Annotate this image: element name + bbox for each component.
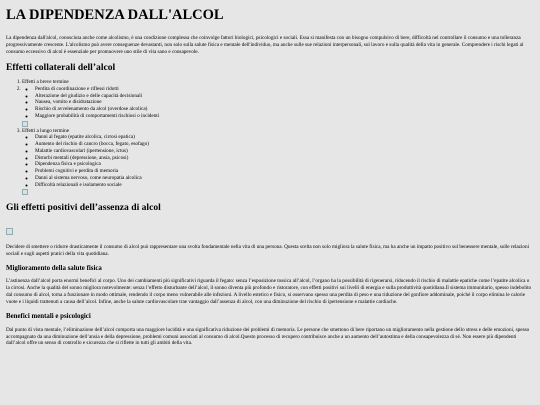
list-item — [22, 128, 534, 197]
list-item: ◦ Disturbi mentali (depressione, ansia, psicosi) — [35, 155, 534, 162]
broken-image-icon — [22, 121, 28, 127]
list-item: ◦ Rischio di avvelenamento da alcol (overdose alcolica) — [35, 106, 534, 113]
broken-image-icon — [22, 189, 28, 195]
intro-paragraph: La dipendenza dall'alcol, conosciuta anche come alcolismo, è una condizione complessa che coinvolge fattori biologici, psicologici e sociali. Essa si manifesta con un bisogno compulsivo di bere, difficoltà nel controllare il consumo e una tolleranza progressivamente crescente. L'alcolismo può avere conseguenze devastanti, non solo sulla salute fisica e mentale dell'individuo, ma anche sulle sue relazioni interpersonali, sul lavoro e sulla qualità della vita in generale. Comprendere i rischi legati al consumo eccessivo di alcol è essenziale per promuovere uno stile di vita sano e consapevole. — [6, 34, 524, 55]
list-item: ◦ Alterazione del giudizio e delle capacità decisionali — [35, 93, 534, 100]
physical-health-paragraph: L’astinenza dall’alcol porta enormi benefici al corpo. Uno dei cambiamenti più significativi riguarda il fegato: senza l’esposizione tossica all’alcol, l’organo ha la possibilità di rigenerarsi, riducendo il rischio di malattie epatiche come l’epatite alcolica o la cirrosi. Anche la qualità del sonno migliora notevolmente: senza l’effetto disturbante dell’alcol, il sonno diventa più profondo e ristoratore, con effetti positivi sui livelli di energia e sulla produttività quotidiana.Il sistema immunitario, spesso indebolito dal consumo di alcol, torna a funzionare in modo ottimale, rendendo il corpo meno vulnerabile alle infezioni. A livello estetico e fisico, si osservano spesso una perdita di peso e una riduzione del gonfiore addominale, poiché il corpo elimina le calorie vuote e i liquidi trattenuti a causa dell’alcol. Infine, anche la salute cardiovascolare trae vantaggio dall’assenza di alcol, con una diminuzione del rischio di ipertensione e malattie cardiache. — [6, 278, 532, 306]
list-item: ◦ Maggiore probabilità di comportamenti rischiosi o incidenti — [35, 113, 534, 120]
short-term-label: Effetti a breve termine — [22, 79, 69, 86]
list-item: ◦ Aumento del rischio di cancro (bocca, fegato, esofago) — [35, 141, 534, 148]
long-term-list — [22, 134, 534, 188]
list-item — [22, 79, 534, 86]
page-title: LA DIPENDENZA DALL'ALCOL — [6, 7, 224, 23]
list-item: ◦ Danni al fegato (epatite alcolica, cirrosi epatica) — [35, 134, 534, 141]
mental-benefits-paragraph: Dal punto di vista mentale, l’eliminazione dell’alcol comporta una maggiore lucidità e una significativa riduzione dei problemi di memoria. Le persone che smettono di bere riportano un miglioramento nella gestione dello stress e delle emozioni, spesso accompagnato da una diminuzione dell’ansia e della depressione, problemi comuni associati al consumo di alcol.Questo processo di recupero contribuisce anche a un aumento dell’autostima e della consapevolezza di sé. Non essere più dipendenti dall’alcol offre un senso di controllo e sicurezza che si riflette in tutti gli ambiti della vita. — [6, 326, 530, 347]
list-item: ◦ Malattie cardiovascolari (ipertensione, ictus) — [35, 148, 534, 155]
list-item: ◦ Dipendenza fisica e psicologica — [35, 161, 534, 168]
positive-effects-paragraph: Decidere di smettere o ridurre drasticamente il consumo di alcol può rappresentare una svolta fondamentale nella vita di una persona. Questa scelta non solo migliora la salute fisica, ma ha anche un impatto positivo sul benessere mentale, sulle relazioni sociali e sugli aspetti pratici della vita quotidiana. — [6, 244, 530, 257]
side-effects-heading: Effetti collaterali dell’alcol — [6, 61, 116, 73]
positive-effects-heading: Gli effetti positivi dell’assenza di alcol — [6, 202, 161, 214]
list-item: ◦ Nausea, vomito e disidratazione — [35, 99, 534, 106]
physical-health-heading: Miglioramento della salute fisica — [6, 264, 102, 272]
list-item: ◦ Difficoltà relazionali e isolamento sociale — [35, 182, 534, 189]
list-item: ◦ Danni al sistema nervoso, come neuropatia alcolica — [35, 175, 534, 182]
broken-image-icon — [6, 228, 13, 235]
list-item — [22, 86, 534, 128]
list-item: ◦ Problemi cognitivi e perdita di memoria — [35, 168, 534, 175]
long-term-label: Effetti a lungo termine — [22, 127, 70, 134]
effects-list — [6, 79, 534, 196]
list-item: ◦ 2. Perdita di coordinazione e riflessi ridotti — [35, 86, 534, 93]
short-term-list — [22, 86, 534, 120]
mental-benefits-heading: Benefici mentali e psicologici — [6, 313, 91, 321]
